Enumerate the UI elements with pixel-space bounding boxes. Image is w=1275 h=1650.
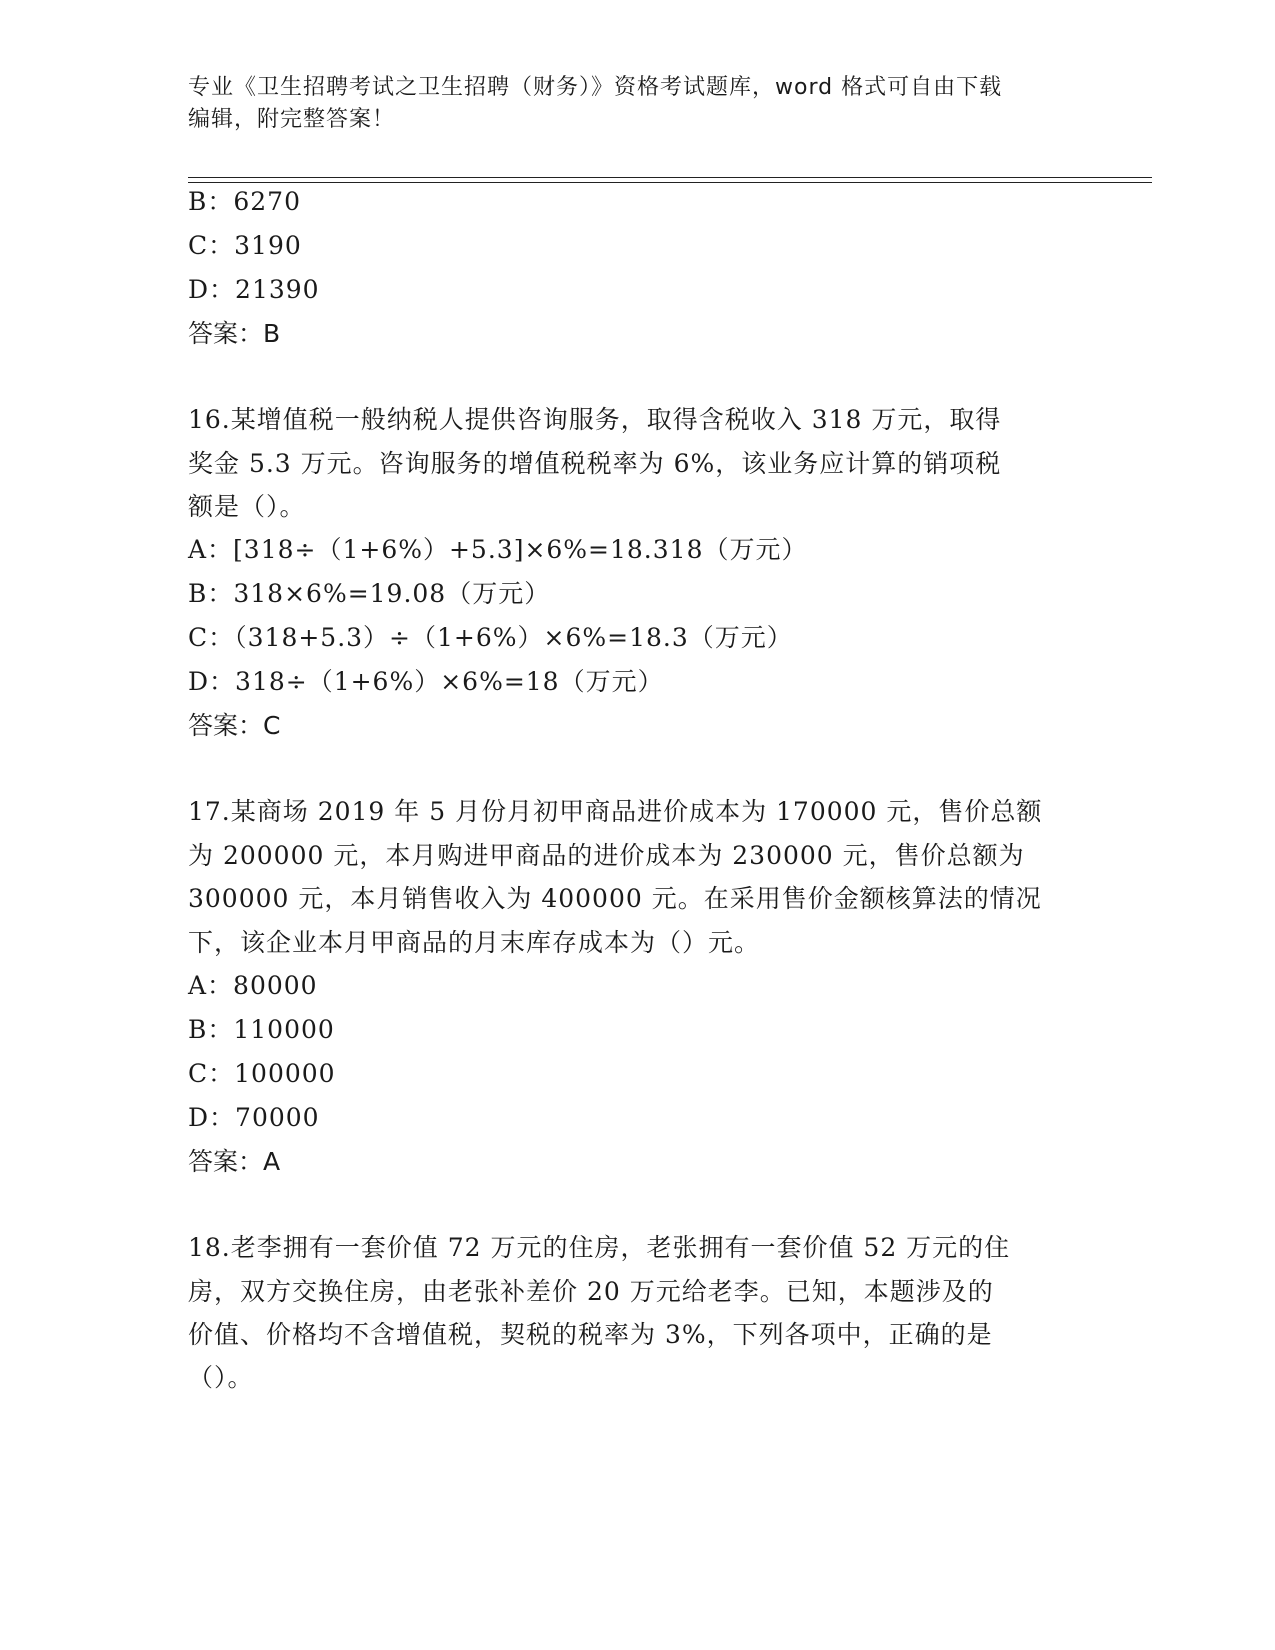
page-header [188,72,1068,136]
q16-option-d: D：318÷（1+6%）×6%=18（万元） [188,667,664,696]
q18-stem-line-1: 18.老李拥有一套价值 72 万元的住房，老张拥有一套价值 52 万元的住 [188,1233,1011,1262]
header-title-line-1: 专业《卫生招聘考试之卫生招聘（财务）》资格考试题库，word 格式可自由下载 [188,75,1003,100]
q15-option-d: D：21390 [188,275,320,304]
q17-answer: 答案：A [188,1147,281,1176]
q17-option-a: A：80000 [188,971,318,1000]
header-divider [188,177,1152,183]
q16-option-c: C：（318+5.3）÷（1+6%）×6%=18.3（万元） [188,623,793,652]
q18-stem-line-4: （）。 [188,1363,254,1392]
q15-option-c: C：3190 [188,231,302,260]
q15-option-b: B：6270 [188,187,301,216]
q15-answer: 答案：B [188,319,281,348]
q17-stem-line-3: 300000 元，本月销售收入为 400000 元。在采用售价金额核算法的情况 [188,884,1042,913]
q17-option-d: D：70000 [188,1103,320,1132]
q17-stem-line-4: 下，该企业本月甲商品的月末库存成本为（）元。 [188,928,761,957]
header-title-line-2: 编辑，附完整答案！ [188,107,396,132]
q16-stem-line-3: 额是（）。 [188,492,306,521]
q16-option-b: B：318×6%=19.08（万元） [188,579,551,608]
q17-option-c: C：100000 [188,1059,336,1088]
q16-stem-line-2: 奖金 5.3 万元。咨询服务的增值税税率为 6%，该业务应计算的销项税 [188,449,1002,478]
q17-stem-line-2: 为 200000 元，本月购进甲商品的进价成本为 230000 元，售价总额为 [188,841,1025,870]
q16-option-a: A：[318÷（1+6%）+5.3]×6%=18.318（万元） [188,535,808,564]
q17-stem-line-1: 17.某商场 2019 年 5 月份月初甲商品进价成本为 170000 元，售价总额 [188,797,1043,826]
q16-answer: 答案：C [188,711,281,740]
q17-option-b: B：110000 [188,1015,335,1044]
q18-stem-line-3: 价值、价格均不含增值税，契税的税率为 3%，下列各项中，正确的是 [188,1320,993,1349]
q18-stem-line-2: 房，双方交换住房，由老张补差价 20 万元给老李。已知，本题涉及的 [188,1277,994,1306]
q16-stem-line-1: 16.某增值税一般纳税人提供咨询服务，取得含税收入 318 万元，取得 [188,405,1002,434]
